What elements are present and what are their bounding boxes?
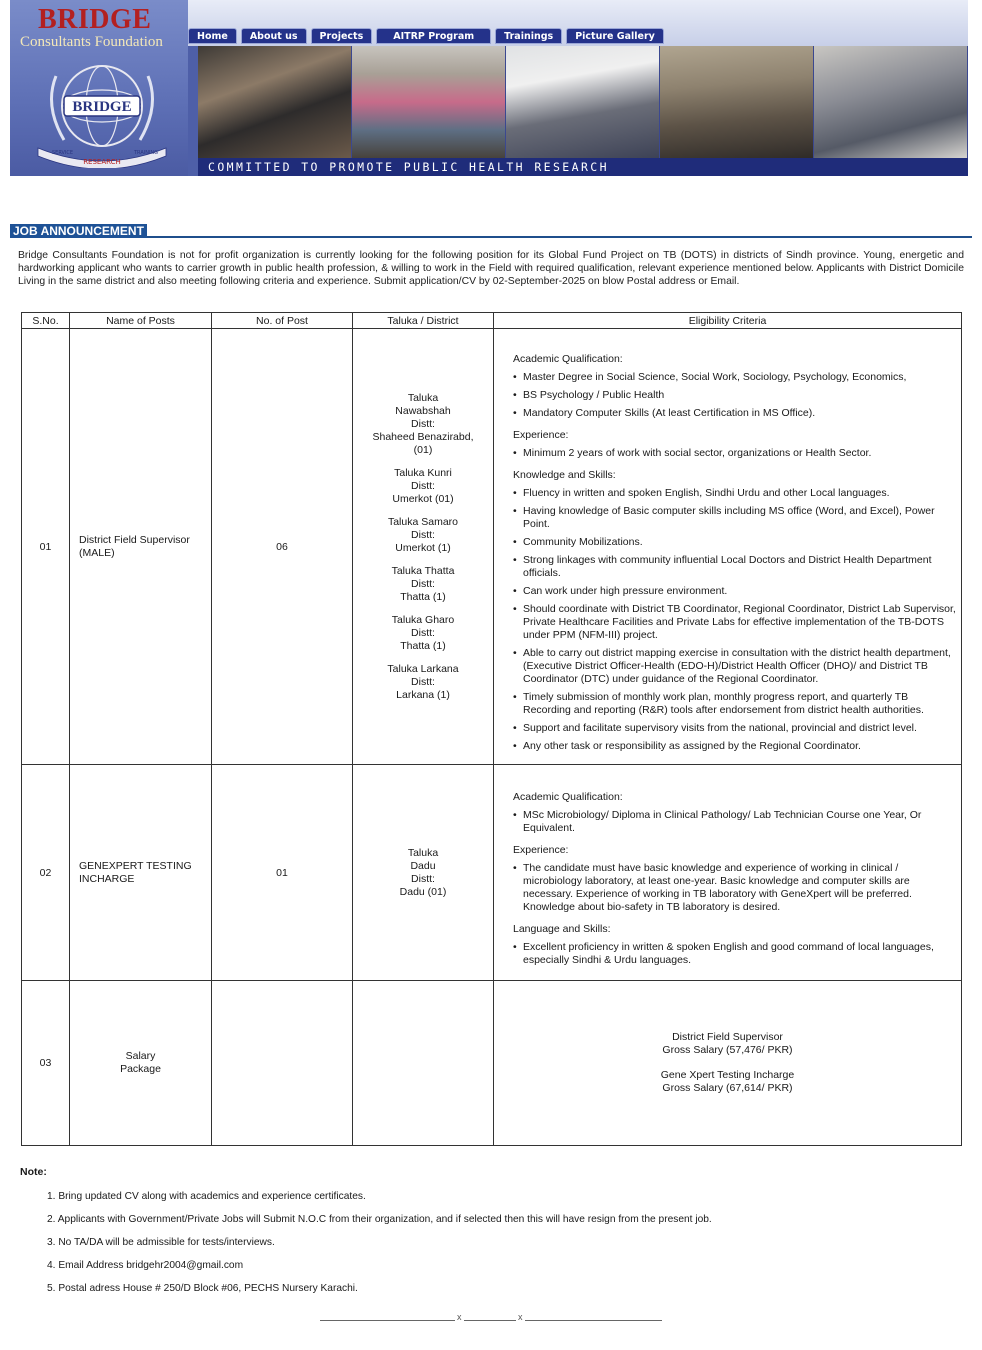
- criteria-item: • Can work under high pressure environment.: [513, 585, 957, 598]
- row-post-name: [70, 981, 212, 1146]
- district-line: Umerkot (1): [395, 541, 451, 554]
- district-line: Thatta (1): [400, 590, 446, 603]
- notes-list: [47, 1190, 712, 1305]
- criteria-item: • Any other task or responsibility as assigned by the Regional Coordinator.: [513, 740, 957, 753]
- criteria-list: [513, 487, 957, 753]
- row-sno: 02: [22, 765, 70, 981]
- district-group: [353, 467, 493, 506]
- district-line: Distt:: [411, 626, 435, 639]
- nav-trainings[interactable]: Trainings: [495, 28, 562, 44]
- salary-title: District Field Supervisor: [672, 1031, 783, 1043]
- emblem-text: BRIDGE: [72, 99, 132, 115]
- criteria-list: [513, 371, 957, 420]
- photo-1: [198, 46, 352, 158]
- post-name-line: INCHARGE: [79, 872, 135, 885]
- salary-amount: Gross Salary (57,476/ PKR): [662, 1044, 793, 1056]
- nav-picture-gallery[interactable]: Picture Gallery: [566, 28, 664, 44]
- row-post-name: [70, 329, 212, 765]
- brand-subtitle: Consultants Foundation: [20, 34, 163, 50]
- district-line: Thatta (1): [400, 639, 446, 652]
- separator-line: [525, 1320, 662, 1321]
- district-line: Distt:: [411, 417, 435, 430]
- salary-block: [494, 1069, 961, 1095]
- district-line: Taluka Samaro: [387, 515, 459, 528]
- announcement-title: JOB ANNOUNCEMENT: [10, 224, 147, 238]
- criteria-item: • Mandatory Computer Skills (At least Certification in MS Office).: [513, 407, 957, 420]
- row-districts-empty: [353, 981, 494, 1146]
- photo-4: [660, 46, 814, 158]
- criteria-item: • MSc Microbiology/ Diploma in Clinical Pathology/ Lab Technician Course one Year, Or Equivalent.: [513, 809, 957, 835]
- criteria-item: • Support and facilitate supervisory visits from the national, provincial and district level.: [513, 722, 957, 735]
- header-post-name: Name of Posts: [70, 313, 212, 329]
- district-line: (01): [413, 443, 433, 456]
- district-line: Distt:: [411, 528, 435, 541]
- photo-3: [506, 46, 660, 158]
- criteria-list: [513, 809, 957, 835]
- note-item: 3. No TA/DA will be admissible for tests/interviews.: [47, 1237, 275, 1248]
- district-group: [353, 392, 493, 457]
- emblem-ribbon-right: TRAINING: [134, 150, 159, 156]
- row-districts: [353, 329, 494, 765]
- post-name-line: Salary: [125, 1050, 156, 1062]
- district-group: [353, 663, 493, 702]
- district-group: [353, 614, 493, 653]
- table-row: [22, 765, 962, 981]
- separator-line: [320, 1320, 455, 1321]
- district-line: Umerkot (01): [392, 492, 454, 505]
- criteria-heading: Experience:: [513, 429, 569, 441]
- emblem-ribbon-center: RESEARCH: [83, 158, 121, 166]
- criteria-item: • The candidate must have basic knowledge and experience of working in clinical / microbiology laboratory, at least one-year. Basic knowledge and computer skills are necessary. Experience of working in TB laboratory with GeneXpert will be preferred. Knowledge about bio-safety in TB laboratory is desired.: [513, 862, 957, 914]
- post-name-line: GENEXPERT TESTING: [79, 859, 192, 872]
- jobs-table: [21, 312, 962, 1146]
- tagline: COMMITTED TO PROMOTE PUBLIC HEALTH RESEARCH: [198, 158, 968, 176]
- district-group: [353, 516, 493, 555]
- note-item: 4. Email Address bridgehr2004@gmail.com: [47, 1260, 244, 1271]
- header-district: Taluka / District: [353, 313, 494, 329]
- salary-amount: Gross Salary (67,614/ PKR): [662, 1082, 793, 1094]
- table-row: [22, 981, 962, 1146]
- header-sno: S.No.: [22, 313, 70, 329]
- announcement-body: Bridge Consultants Foundation is not for profit organization is currently looking for the following position for its Global Fund Project on TB (DOTS) in districts of Sindh province. Young, energetic and hardworking applicant who wants to carrier growth in public health profession, & willing to work in the Field with required qualification, relevant experience mentioned below. Applicants with District Domicile Living in the same district and also meeting following criteria and experience. Submit application/CV by 02-September-2025 on blow Postal address or Email.: [18, 250, 964, 287]
- post-name-line: District Field Supervisor: [79, 533, 190, 546]
- separator-mark: x: [518, 1312, 523, 1322]
- district-line: Taluka Larkana: [387, 662, 459, 675]
- row-salary: [494, 981, 962, 1146]
- district-line: Distt:: [411, 872, 435, 885]
- district-line: Shaheed Benazirabd,: [372, 430, 474, 443]
- table-row: [22, 329, 962, 765]
- row-sno: 01: [22, 329, 70, 765]
- district-line: Larkana (1): [396, 688, 450, 701]
- nav-aitrp-program[interactable]: AITRP Program: [376, 28, 491, 44]
- criteria-item: • BS Psychology / Public Health: [513, 389, 957, 402]
- criteria-item: • Strong linkages with community influential Local Doctors and District Health Department officials.: [513, 554, 957, 580]
- criteria-heading: Knowledge and Skills:: [513, 469, 616, 481]
- salary-block: [494, 1031, 961, 1057]
- row-eligibility: [494, 765, 962, 981]
- district-group: [353, 565, 493, 604]
- photo-5: [814, 46, 968, 158]
- bridge-emblem-icon: [34, 56, 170, 168]
- criteria-item: • Master Degree in Social Science, Social Work, Sociology, Psychology, Economics,: [513, 371, 957, 384]
- district-group: [353, 847, 493, 899]
- salary-title: Gene Xpert Testing Incharge: [660, 1069, 795, 1081]
- logo-panel: [10, 0, 188, 176]
- district-line: Dadu: [410, 859, 436, 872]
- criteria-item: • Minimum 2 years of work with social sector, organizations or Health Sector.: [513, 447, 957, 460]
- criteria-item: • Timely submission of monthly work plan, monthly progress report, and quarterly TB Recording and reporting (R&R) tools after endorsement from district health authorities.: [513, 691, 957, 717]
- district-line: Distt:: [411, 675, 435, 688]
- row-post-name: [70, 765, 212, 981]
- district-line: Dadu (01): [399, 885, 447, 898]
- row-post-count-empty: [212, 981, 353, 1146]
- district-line: Distt:: [411, 479, 435, 492]
- district-line: Taluka: [407, 846, 439, 859]
- district-line: Taluka Gharo: [391, 613, 455, 626]
- district-line: Taluka: [407, 391, 439, 404]
- announcement-bar: [10, 224, 972, 238]
- table-header-row: [22, 313, 962, 329]
- note-item: 5. Postal adress House # 250/D Block #06, PECHS Nursery Karachi.: [47, 1283, 358, 1294]
- district-line: Distt:: [411, 577, 435, 590]
- header-eligibility: Eligibility Criteria: [494, 313, 962, 329]
- criteria-item: • Community Mobilizations.: [513, 536, 957, 549]
- row-post-count: 06: [212, 329, 353, 765]
- header-post-count: No. of Post: [212, 313, 353, 329]
- criteria-heading: Experience:: [513, 844, 569, 856]
- note-item: 1. Bring updated CV along with academics and experience certificates.: [47, 1191, 366, 1202]
- note-item: 2. Applicants with Government/Private Jobs will Submit N.O.C from their organization, and if selected then this will have resign from the present job.: [47, 1214, 712, 1225]
- footer-separator: [320, 1312, 662, 1324]
- criteria-item: • Able to carry out district mapping exercise in consultation with the district health department, (Executive District Officer-Health (EDO-H)/District Health Officer (DHO)/ and District TB Coordinator (DTC) under guidance of the Regional Coordinator.: [513, 647, 957, 686]
- row-districts: [353, 765, 494, 981]
- main-nav: [188, 28, 664, 44]
- district-line: Nawabshah: [395, 404, 451, 417]
- row-eligibility: [494, 329, 962, 765]
- post-name-line: Package: [120, 1063, 161, 1075]
- row-post-count: 01: [212, 765, 353, 981]
- nav-projects[interactable]: Projects: [311, 28, 373, 44]
- criteria-list: [513, 941, 957, 967]
- criteria-heading: Academic Qualification:: [513, 791, 623, 803]
- brand-name: BRIDGE: [38, 4, 152, 35]
- district-line: Taluka Kunri: [394, 466, 452, 479]
- separator-line: [464, 1320, 516, 1321]
- criteria-heading: Language and Skills:: [513, 923, 611, 935]
- criteria-item: • Should coordinate with District TB Coordinator, Regional Coordinator, District Lab Supervisor, Private Healthcare Facilities and Private Labs for effective implementation of the TB-DOTS under PPM (NFM-III) project.: [513, 603, 957, 642]
- separator-mark: x: [457, 1312, 462, 1322]
- nav-home[interactable]: Home: [188, 28, 237, 44]
- criteria-heading: Academic Qualification:: [513, 353, 623, 365]
- criteria-item: • Fluency in written and spoken English, Sindhi Urdu and other Local languages.: [513, 487, 957, 500]
- criteria-list: [513, 862, 957, 914]
- photo-2: [352, 46, 506, 158]
- header-banner: [10, 0, 968, 176]
- photo-collage: [198, 46, 968, 158]
- district-line: Taluka Thatta: [391, 564, 455, 577]
- criteria-item: • Excellent proficiency in written & spoken English and good command of local languages, especially Sindhi & Urdu languages.: [513, 941, 957, 967]
- row-sno: 03: [22, 981, 70, 1146]
- note-label: Note:: [20, 1166, 47, 1178]
- nav-about-us[interactable]: About us: [241, 28, 307, 44]
- criteria-list: [513, 447, 957, 460]
- emblem-ribbon-left: SERVICE: [52, 150, 74, 156]
- post-name-line: (MALE): [79, 546, 115, 559]
- criteria-item: • Having knowledge of Basic computer skills including MS office (Word, and Excel), Power Point.: [513, 505, 957, 531]
